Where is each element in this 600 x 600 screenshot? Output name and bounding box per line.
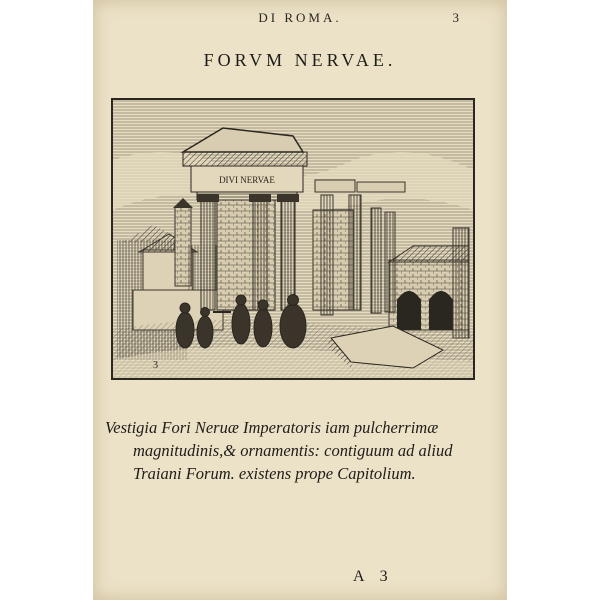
main-temple-ruin — [183, 128, 307, 310]
caption-line-2: magnitudinis,& ornamentis: contiguum ad aliud — [133, 441, 453, 460]
running-head: DI ROMA. — [258, 10, 342, 25]
caption — [105, 416, 491, 485]
engraving-illustration — [111, 98, 475, 380]
caption-line-1: Vestigia Fori Neruæ Imperatoris iam pulcherrimæ — [105, 418, 439, 437]
page-number: 3 — [452, 10, 459, 25]
caption-line-3: Traiani Forum. existens prope Capitolium. — [133, 464, 416, 483]
plate-mark: 3 — [153, 360, 158, 371]
signature-mark: A 3 — [353, 568, 394, 585]
forum-nervae-engraving — [113, 100, 473, 378]
book-page — [93, 0, 507, 600]
entablature-inscription: DIVI NERVAE — [219, 175, 275, 185]
page-title: FORVM NERVAE. — [203, 50, 397, 70]
